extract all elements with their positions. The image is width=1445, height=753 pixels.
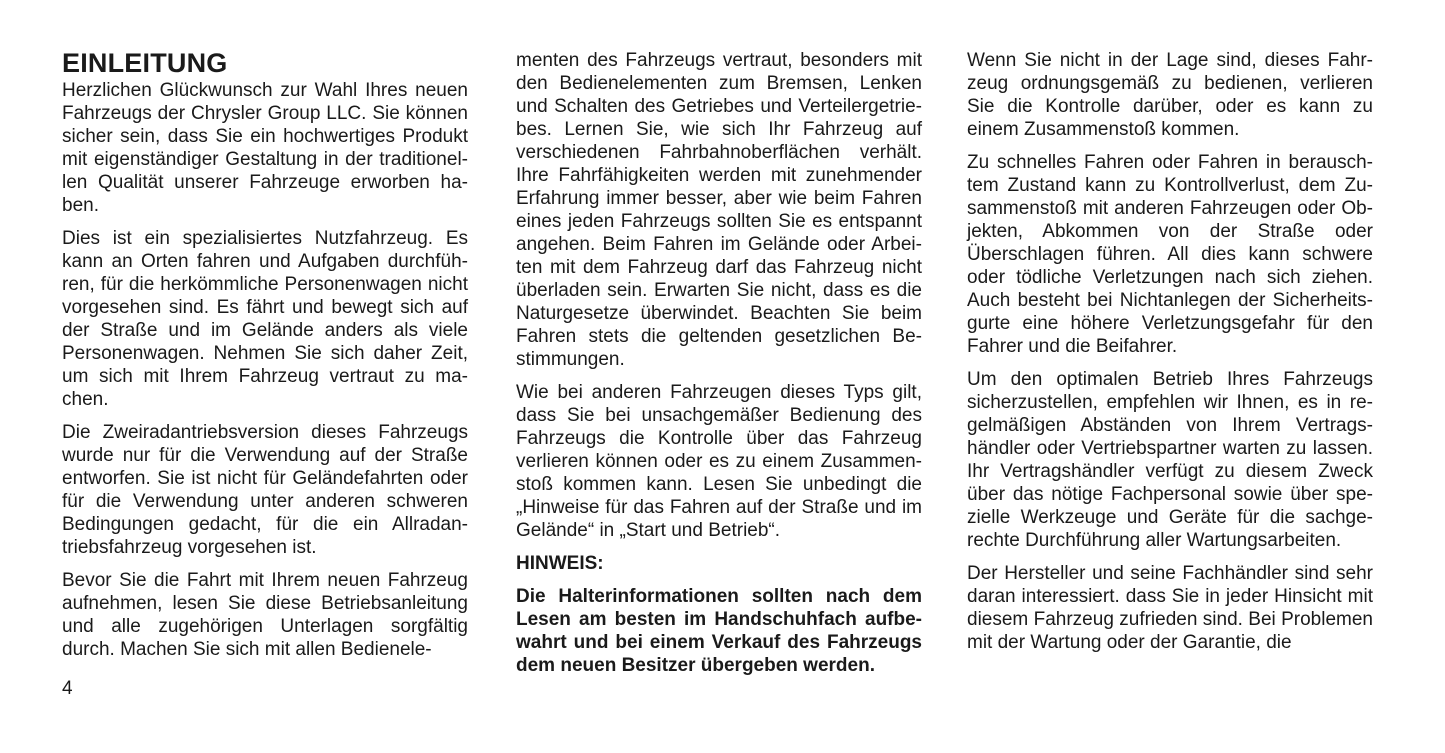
- paragraph-two-wheel-drive: Die Zweiradantriebsversion dieses Fahrzeugs wurde nur für die Verwendung auf der Straße entworfen. Sie ist nicht für Geländefahrten oder für die Verwendung unter anderen schweren Bedingungen gedacht, für die ein Allradantriebsfahrzeug vorgesehen ist.: [62, 422, 468, 558]
- paragraph-before-driving: Bevor Sie die Fahrt mit Ihrem neuen Fahrzeug aufnehmen, lesen Sie diese Betriebsanleitung und alle zugehörigen Unterlagen sorgfältig durch. Machen Sie sich mit allen Bedienele-: [62, 570, 468, 660]
- paragraph-controls: menten des Fahrzeugs vertraut, besonders mit den Bedienelementen zum Bremsen, Lenken und Schalten des Getriebes und Verteilergetriebes. Lernen Sie, wie sich Ihr Fahrzeug auf verschiedenen Fahrbahnoberflächen verhält. Ihre Fahrfähigkeiten werden mit zunehmender Erfahrung immer besser, aber wie beim Fahren eines jeden Fahrzeugs sollten Sie es entspannt angehen. Beim Fahren im Gelände oder Arbeiten mit dem Fahrzeug darf das Fahrzeug nicht überladen sein. Erwarten Sie nicht, dass es die Naturgesetze überwindet. Beachten Sie beim Fahren stets die geltenden gesetzlichen Bestimmungen.: [516, 50, 922, 370]
- paragraph-improper-operation: Wie bei anderen Fahrzeugen dieses Typs gilt, dass Sie bei unsachgemäßer Bedienung des Fahrzeugs die Kontrolle über das Fahrzeug verlieren können oder es zu einem Zusammenstoß kommen kann. Lesen Sie unbedingt die „Hinweise für das Fahren auf der Straße und im Gelände“ in „Start und Betrieb“.: [516, 382, 922, 541]
- paragraph-utility-vehicle: Dies ist ein spezialisiertes Nutzfahrzeug. Es kann an Orten fahren und Aufgaben durchführen, für die herkömmliche Personenwagen nicht vorgesehen sind. Es fährt und bewegt sich auf der Straße und im Gelände anders als viele Personenwagen. Nehmen Sie sich daher Zeit, um sich mit Ihrem Fahrzeug vertraut zu machen.: [62, 228, 468, 410]
- section-heading: EINLEITUNG: [62, 48, 228, 78]
- page-number: 4: [62, 678, 73, 699]
- paragraph-congratulations: Herzlichen Glückwunsch zur Wahl Ihres neuen Fahrzeugs der Chrysler Group LLC. Sie können sicher sein, dass Sie ein hochwertiges Produkt mit eigenständiger Gestaltung in der traditionellen Qualität unserer Fahrzeuge erworben haben.: [62, 80, 468, 216]
- column-3: [967, 49, 1373, 664]
- paragraph-manufacturer: Der Hersteller und seine Fachhändler sind sehr daran interessiert. dass Sie in jeder Hinsicht mit diesem Fahrzeug zufrieden sind. Bei Problemen mit der Wartung oder der Garantie, die: [967, 563, 1373, 653]
- column-2: [516, 49, 922, 687]
- column-1: [62, 48, 468, 671]
- paragraph-maintenance: Um den optimalen Betrieb Ihres Fahrzeugs sicherzustellen, empfehlen wir Ihnen, es in regelmäßigen Abständen von Ihrem Vertragshändler oder Vertriebspartner warten zu lassen. Ihr Vertragshändler verfügt zu diesem Zweck über das nötige Fachpersonal sowie über spezielle Werkzeuge und Geräte für die sachgerechte Durchführung aller Wartungsarbeiten.: [967, 369, 1373, 551]
- note-heading: HINWEIS:: [516, 553, 604, 574]
- note-box: [516, 552, 922, 677]
- paragraph-speeding: Zu schnelles Fahren oder Fahren in berauschtem Zustand kann zu Kontrollverlust, dem Zusammenstoß mit anderen Fahrzeugen oder Objekten, Abkommen von der Straße oder Überschlagen führen. All dies kann schwere oder tödliche Verletzungen nach sich ziehen. Auch besteht bei Nichtanlegen der Sicherheitsgurte eine höhere Verletzungsgefahr für den Fahrer und die Beifahrer.: [967, 152, 1373, 357]
- paragraph-loss-of-control: Wenn Sie nicht in der Lage sind, dieses Fahrzeug ordnungsgemäß zu bedienen, verlieren Sie die Kontrolle darüber, oder es kann zu einem Zusammenstoß kommen.: [967, 50, 1373, 140]
- note-text: Die Halterinformationen sollten nach dem Lesen am besten im Handschuhfach aufbewahrt und bei einem Verkauf des Fahrzeugs dem neuen Besitzer übergeben werden.: [516, 586, 922, 676]
